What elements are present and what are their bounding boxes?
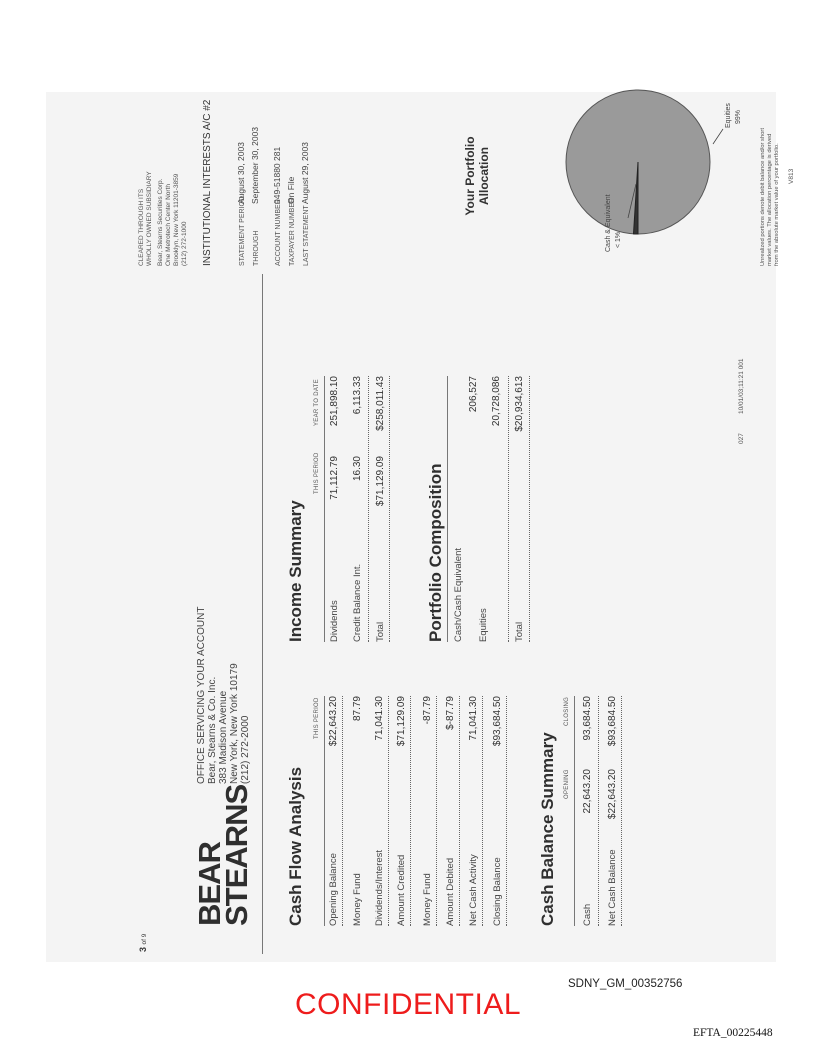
row-divider	[529, 376, 530, 642]
row-divider	[621, 696, 622, 926]
cash-balance-closing-header: CLOSING	[564, 696, 570, 726]
portfolio-rule	[447, 376, 448, 642]
page-number: 3 of 9	[138, 933, 148, 952]
account-name: INSTITUTIONAL INTERESTS A/C #2	[202, 99, 213, 266]
cash-balance-opening: $22,643.20	[607, 769, 618, 820]
row-divider	[482, 696, 483, 926]
cash-flow-column-header: THIS PERIOD	[314, 697, 320, 739]
income-label: Dividends	[329, 600, 340, 642]
cash-balance-opening-header: OPENING	[564, 769, 570, 799]
form-code: V813	[788, 168, 795, 184]
cash-flow-label: Net Cash Activity	[468, 854, 479, 926]
cash-flow-label: Money Fund	[422, 873, 433, 926]
row-divider	[368, 376, 369, 642]
cash-flow-rule	[324, 696, 325, 926]
cash-balance-label: Cash	[582, 903, 593, 926]
income-ytd-value: $258,011.43	[375, 376, 386, 431]
allocation-note: Unrealized portions denote debit balance and/or short market values. The allocation percentage is derived from the absolute market value of your portfolio.	[760, 128, 780, 266]
portfolio-composition-title: Portfolio Composition	[426, 463, 445, 642]
cash-equivalent-label: Cash & Equivalent	[605, 194, 612, 252]
portfolio-value: 20,728,086	[491, 376, 502, 427]
row-divider	[598, 696, 599, 926]
cash-flow-title: Cash Flow Analysis	[286, 766, 305, 926]
income-rule	[324, 376, 325, 642]
income-label: Total	[375, 621, 386, 642]
cash-flow-label: Dividends/Interest	[374, 849, 385, 926]
efta-number: EFTA_00225448	[693, 1027, 773, 1039]
office-address: OFFICE SERVICING YOUR ACCOUNT Bear, Stearns & Co. Inc. 383 Madison Avenue New York, New York 10179 (212) 272-2000	[196, 606, 251, 784]
portfolio-label: Cash/Cash Equivalent	[453, 548, 464, 642]
income-label: Credit Balance Int.	[352, 563, 363, 642]
portfolio-label: Total	[514, 621, 525, 642]
income-ytd-header: YEAR TO DATE	[314, 379, 320, 426]
income-ytd-value: 251,898.10	[329, 376, 340, 427]
cash-flow-value: 71,041.30	[468, 696, 479, 741]
row-divider	[506, 696, 507, 926]
income-summary-title: Income Summary	[286, 500, 305, 642]
equities-label: Equities	[725, 103, 732, 128]
cash-flow-label: Amount Debited	[445, 857, 456, 926]
cash-flow-label: Amount Credited	[396, 854, 407, 926]
cash-balance-opening: 22,643.20	[582, 769, 593, 814]
income-period-value: 71,112.79	[329, 456, 340, 500]
portfolio-value: 206,527	[468, 376, 479, 413]
print-timestamp: 10/01/03;11:21 001	[738, 358, 745, 414]
cash-balance-closing: 93,684.50	[582, 696, 593, 741]
cash-percent-label: < 1%	[615, 231, 622, 248]
allocation-pie-chart	[498, 84, 758, 254]
cash-flow-value: $93,684.50	[492, 696, 503, 747]
cash-balance-rule	[574, 696, 575, 926]
cash-flow-label: Money Fund	[352, 873, 363, 926]
income-period-value: 16.30	[352, 456, 363, 482]
income-period-value: $71,129.09	[375, 456, 386, 507]
row-divider	[436, 696, 437, 926]
bear-stearns-logo: BEAR STEARNS	[192, 784, 254, 926]
confidential-stamp: CONFIDENTIAL	[295, 988, 522, 1021]
account-info: STATEMENT PERIOD August 30, 2003 THROUGH September 30, 2003 ACCOUNT NUMBER 049-51880 281 TAXPAYER NUMBER On File LAST STATEMENT August 29, 2003	[236, 126, 310, 266]
cash-flow-value: $71,129.09	[396, 696, 407, 747]
row-divider	[459, 696, 460, 926]
cash-flow-value: -87.79	[422, 696, 433, 725]
header-rule	[262, 274, 263, 954]
portfolio-label: Equities	[478, 608, 489, 642]
page-code: 027	[738, 433, 745, 444]
row-divider	[508, 376, 509, 642]
row-divider	[389, 376, 390, 642]
row-divider	[342, 696, 343, 926]
cash-flow-value: $22,643.20	[328, 696, 339, 747]
cash-balance-label: Net Cash Balance	[607, 849, 618, 926]
cash-flow-value: 71,041.30	[374, 696, 385, 741]
cash-flow-value: $-87.79	[445, 696, 456, 730]
cash-balance-title: Cash Balance Summary	[538, 732, 557, 926]
cash-flow-value: 87.79	[352, 696, 363, 722]
income-period-header: THIS PERIOD	[314, 452, 320, 494]
cash-flow-label: Opening Balance	[328, 853, 339, 926]
portfolio-value: $20,934,613	[514, 376, 525, 432]
row-divider	[388, 696, 389, 926]
rotated-statement	[138, 84, 816, 954]
cash-flow-label: Closing Balance	[492, 857, 503, 926]
allocation-title: Your Portfolio Allocation	[463, 136, 491, 216]
equities-percent-label: 99%	[735, 109, 742, 124]
bates-number: SDNY_GM_00352756	[568, 978, 683, 990]
equities-leader-line	[713, 129, 723, 144]
cash-balance-closing: $93,684.50	[607, 696, 618, 747]
cleared-through-block: CLEARED THROUGH ITS WHOLLY OWNED SUBSIDIARY Bear, Stearns Securities Corp. One Metrotech Center North Brooklyn, New York 11201-3859 (212) 272-1000	[138, 171, 188, 266]
row-divider	[410, 696, 411, 926]
income-ytd-value: 6,113.33	[352, 376, 363, 415]
